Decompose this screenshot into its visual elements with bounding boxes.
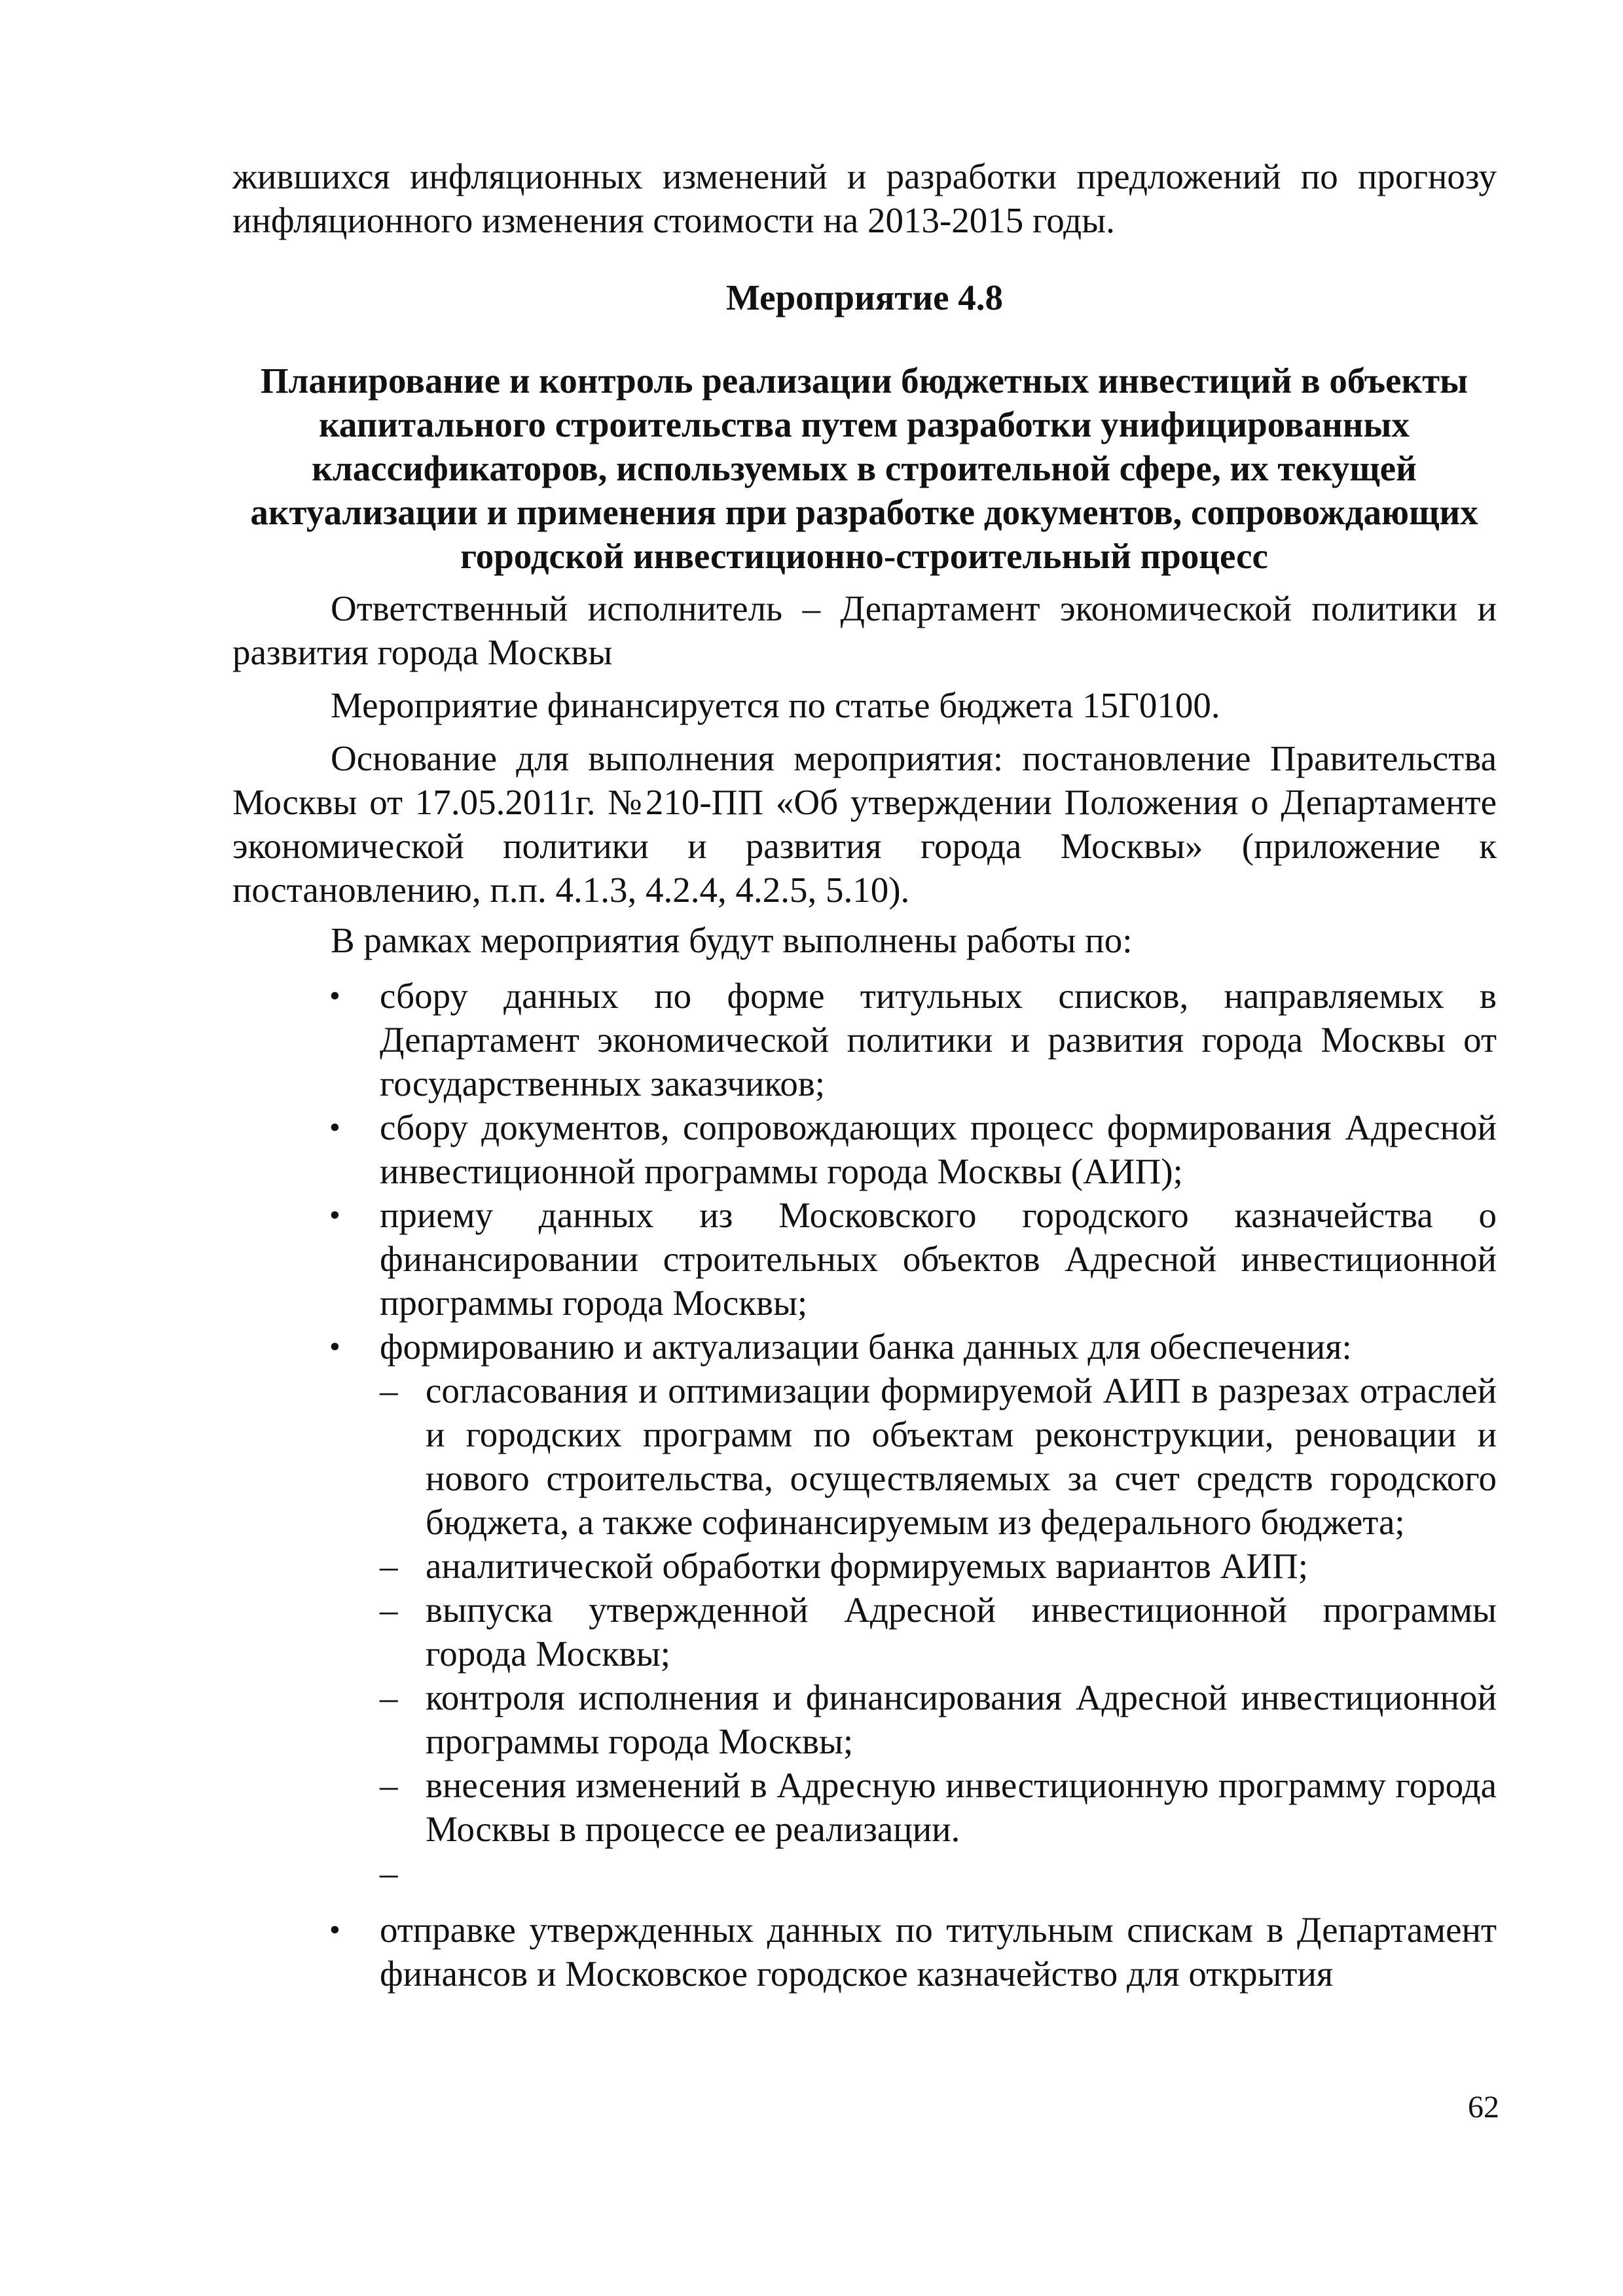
list-item-text: сбору данных по форме титульных списков, направляемых в Департамент экономической политики и развития города Москвы от государственных заказчиков; xyxy=(380,976,1497,1103)
sub-list-item xyxy=(380,1544,1497,1588)
list-item-text: сбору документов, сопровождающих процесс формирования Адресной инвестиционной программы города Москвы (АИП); xyxy=(380,1107,1497,1191)
section-title: Планирование и контроль реализации бюджетных инвестиций в объекты капитального строительства путем разработки унифицированных классификаторов, используемых в строительной сфере, их текущей актуализации и применения при разработке документов, сопровождающих городской инвестиционно-строительный процесс xyxy=(250,361,1478,576)
list-item-text: формированию и актуализации банка данных для обеспечения: xyxy=(380,1327,1352,1367)
works-list xyxy=(232,974,1497,1996)
dash-icon: – xyxy=(380,1371,398,1410)
sub-list-item-text: согласования и оптимизации формируемой АИП в разрезах отраслей и городских программ по объектам реконструкции, реновации и нового строительства, осуществляемых за счет средств городского бюджета, а также софинансируемым из федерального бюджета; xyxy=(426,1371,1497,1542)
responsible-paragraph: Ответственный исполнитель – Департамент экономической политики и развития города Москвы xyxy=(232,588,1497,672)
bullet-icon: • xyxy=(329,978,340,1013)
list-item xyxy=(232,1193,1497,1325)
works-intro-paragraph: В рамках мероприятия будут выполнены работы по: xyxy=(331,920,1133,960)
sub-list-item xyxy=(380,1369,1497,1544)
list-item-text: отправке утвержденных данных по титульным спискам в Департамент финансов и Московское городское казначейство для открытия xyxy=(380,1910,1497,1994)
dash-icon: – xyxy=(380,1546,398,1586)
dash-icon: – xyxy=(380,1765,398,1805)
sub-list-item xyxy=(380,1763,1497,1851)
sub-list-item-text: внесения изменений в Адресную инвестиционную программу города Москвы в процессе ее реализации. xyxy=(426,1765,1497,1849)
sub-list-item-text: выпуска утвержденной Адресной инвестиционной программы города Москвы; xyxy=(426,1590,1497,1674)
dash-icon: – xyxy=(380,1853,398,1893)
sub-list xyxy=(380,1369,1497,1895)
list-item xyxy=(232,1105,1497,1193)
sub-list-item-text: аналитической обработки формируемых вариантов АИП; xyxy=(426,1546,1309,1586)
list-item xyxy=(232,1325,1497,1895)
sub-list-item xyxy=(380,1588,1497,1676)
intro-paragraph: жившихся инфляционных изменений и разработки предложений по прогнозу инфляционного изменения стоимости на 2013-2015 годы. xyxy=(232,156,1497,240)
bullet-icon: • xyxy=(329,1110,340,1145)
list-item xyxy=(232,974,1497,1105)
page-number: 62 xyxy=(1468,2090,1499,2125)
bullet-icon: • xyxy=(329,1912,340,1947)
bullet-icon: • xyxy=(329,1329,340,1364)
list-item-text: приему данных из Московского городского казначейства о финансировании строительных объектов Адресной инвестиционной программы города Москвы; xyxy=(380,1195,1497,1323)
bullet-icon: • xyxy=(329,1198,340,1232)
list-item xyxy=(232,1908,1497,1996)
section-heading: Мероприятие 4.8 xyxy=(725,278,1004,317)
financing-paragraph: Мероприятие финансируется по статье бюджета 15Г0100. xyxy=(331,685,1220,725)
dash-icon: – xyxy=(380,1590,398,1630)
basis-paragraph: Основание для выполнения мероприятия: постановление Правительства Москвы от 17.05.2011г. №210-ПП «Об утверждении Положения о Департаменте экономической политики и развития города Москвы» (приложение к постановлению, п.п. 4.1.3, 4.2.4, 4.2.5, 5.10). xyxy=(232,738,1497,910)
dash-icon: – xyxy=(380,1677,398,1717)
sub-list-item xyxy=(380,1676,1497,1763)
sub-list-item-empty xyxy=(380,1851,1497,1895)
sub-list-item-text: контроля исполнения и финансирования Адресной инвестиционной программы города Москвы; xyxy=(426,1677,1497,1761)
